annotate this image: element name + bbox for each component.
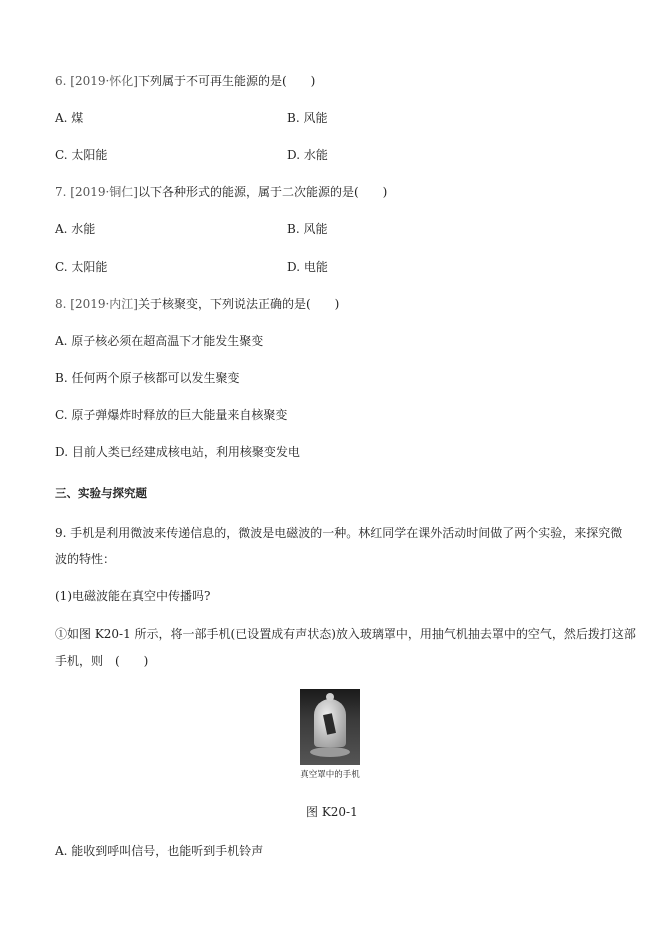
question-7-option-c: C. 太阳能 — [55, 260, 108, 274]
question-7-option-d: D. 电能 — [287, 260, 328, 274]
section-heading: 三、实验与探究题 — [55, 486, 147, 500]
question-9-step-1-line-1: ①如图 K20-1 所示，将一部手机(已设置成有声状态)放入玻璃罩中，用抽气机抽去罩中的空气，然后拨打这部 — [55, 627, 636, 641]
question-9-step-1-line-2: 手机，则 ( ) — [55, 654, 149, 668]
question-8-option-a: A. 原子核必须在超高温下才能发生聚变 — [55, 334, 264, 348]
question-9-sub-1: (1)电磁波能在真空中传播吗? — [55, 589, 211, 603]
question-7-option-a: A. 水能 — [55, 222, 96, 236]
jar-knob — [326, 693, 334, 701]
question-9-line-2: 波的特性： — [55, 552, 116, 566]
question-6-source: 6. [2019·怀化] — [55, 74, 138, 88]
question-7-stem — [55, 184, 387, 200]
question-8-option-d: D. 目前人类已经建成核电站，利用核聚变发电 — [55, 445, 300, 459]
question-6-text: 下列属于不可再生能源的是( ) — [137, 74, 316, 88]
question-6-option-d: D. 水能 — [287, 148, 328, 162]
figure-vacuum-jar — [300, 689, 360, 782]
question-7-text: 以下各种形式的能源，属于二次能源的是( ) — [137, 185, 388, 199]
question-6-option-a: A. 煤 — [55, 111, 84, 125]
question-9-line-1: 9. 手机是利用微波来传递信息的，微波是电磁波的一种。林红同学在课外活动时间做了两个实验，来探究微 — [55, 526, 623, 540]
question-8-text: 关于核聚变，下列说法正确的是( ) — [137, 297, 340, 311]
question-6-option-c: C. 太阳能 — [55, 148, 108, 162]
figure-label: 图 K20-1 — [306, 805, 358, 819]
question-7-option-b: B. 风能 — [287, 222, 328, 236]
question-6-stem — [55, 73, 315, 89]
question-8-option-c: C. 原子弹爆炸时释放的巨大能量来自核聚变 — [55, 408, 288, 422]
question-8-source: 8. [2019·内江] — [55, 297, 138, 311]
question-9-option-a: A. 能收到呼叫信号，也能听到手机铃声 — [55, 844, 264, 858]
question-6-option-b: B. 风能 — [287, 111, 328, 125]
question-8-option-b: B. 任何两个原子核都可以发生聚变 — [55, 371, 240, 385]
jar-base — [310, 747, 350, 757]
figure-caption: 真空罩中的手机 — [300, 770, 360, 780]
question-8-stem — [55, 296, 339, 312]
vacuum-jar-photo — [300, 689, 360, 765]
question-7-source: 7. [2019·铜仁] — [55, 185, 138, 199]
